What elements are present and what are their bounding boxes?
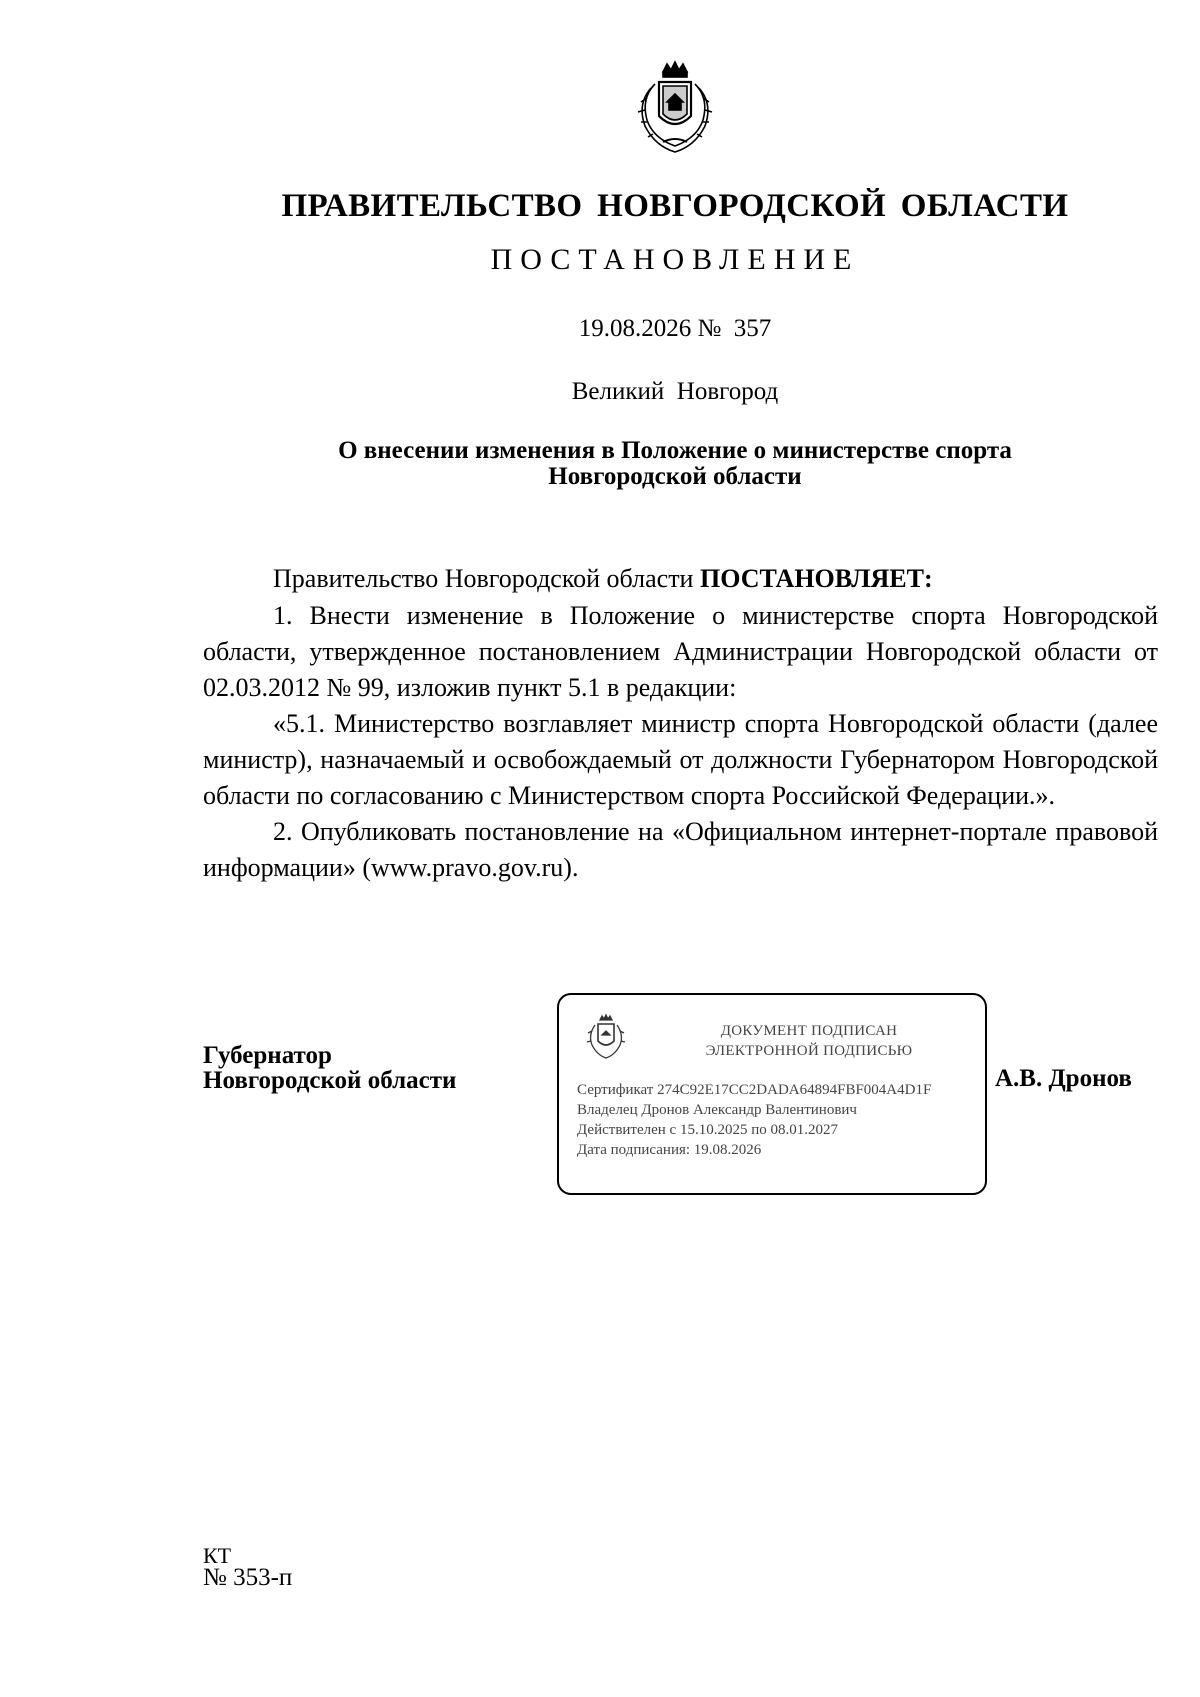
item-2: 2. Опубликовать постановление на «Официальном интернет-портале правовой информации» (www.pravo.gov.ru). [203,817,1158,882]
document-city: Великий Новгород [571,378,779,405]
stamp-owner: Владелец Дронов Александр Валентинович [577,1102,857,1118]
preamble-decree-word: ПОСТАНОВЛЯЕТ: [699,564,933,593]
document-type: ПОСТАНОВЛЕНИЕ [490,243,860,276]
footer-number: № 353-п [203,1564,293,1591]
coat-of-arms-icon [633,58,717,156]
subject-line-2: Новгородской области [548,463,802,490]
preamble-text: Правительство Новгородской области [273,564,700,593]
document-date-number: 19.08.2026 № 357 [578,315,772,342]
stamp-heading [689,1021,929,1061]
position-line-2: Новгородской области [203,1067,457,1094]
subject-line-1: О внесении изменения в Положение о министерстве спорта [338,437,1012,464]
footer-reference [203,1545,292,1589]
stamp-signed-date: Дата подписания: 19.08.2026 [577,1142,762,1158]
stamp-certificate: Сертификат 274C92E17CC2DADA64894FBF004A4D1F [577,1082,932,1098]
stamp-emblem-icon [585,1013,627,1061]
stamp-details [577,1080,931,1160]
electronic-signature-stamp [557,993,987,1195]
footer-initials: КТ [203,1543,232,1568]
item-1: 1. Внести изменение в Положение о министерстве спорта Новгородской области, утвержденное постановлением Администрации Новгородской области от 02.03.2012 № 99, изложив пункт 5.1 в редакции: [203,601,1158,702]
organization-title: ПРАВИТЕЛЬСТВО НОВГОРОДСКОЙ ОБЛАСТИ [281,188,1069,224]
preamble [203,561,1158,597]
stamp-heading-line-1: ДОКУМЕНТ ПОДПИСАН [720,1023,898,1039]
signatory-name: А.В. Дронов [995,1065,1132,1092]
signatory-position [203,1043,456,1093]
document-subject [0,438,1200,490]
position-line-1: Губернатор [203,1042,332,1069]
document-body [203,561,1158,886]
stamp-validity: Действителен с 15.10.2025 по 08.01.2027 [577,1122,838,1138]
stamp-heading-line-2: ЭЛЕКТРОННОЙ ПОДПИСЬЮ [705,1043,913,1059]
item-1-quote: «5.1. Министерство возглавляет министр спорта Новгородской области (далее министр), назначаемый и освобождаемый от должности Губернатором Новгородской области по согласованию с Министерством спорта Российской Федерации.». [203,709,1158,810]
